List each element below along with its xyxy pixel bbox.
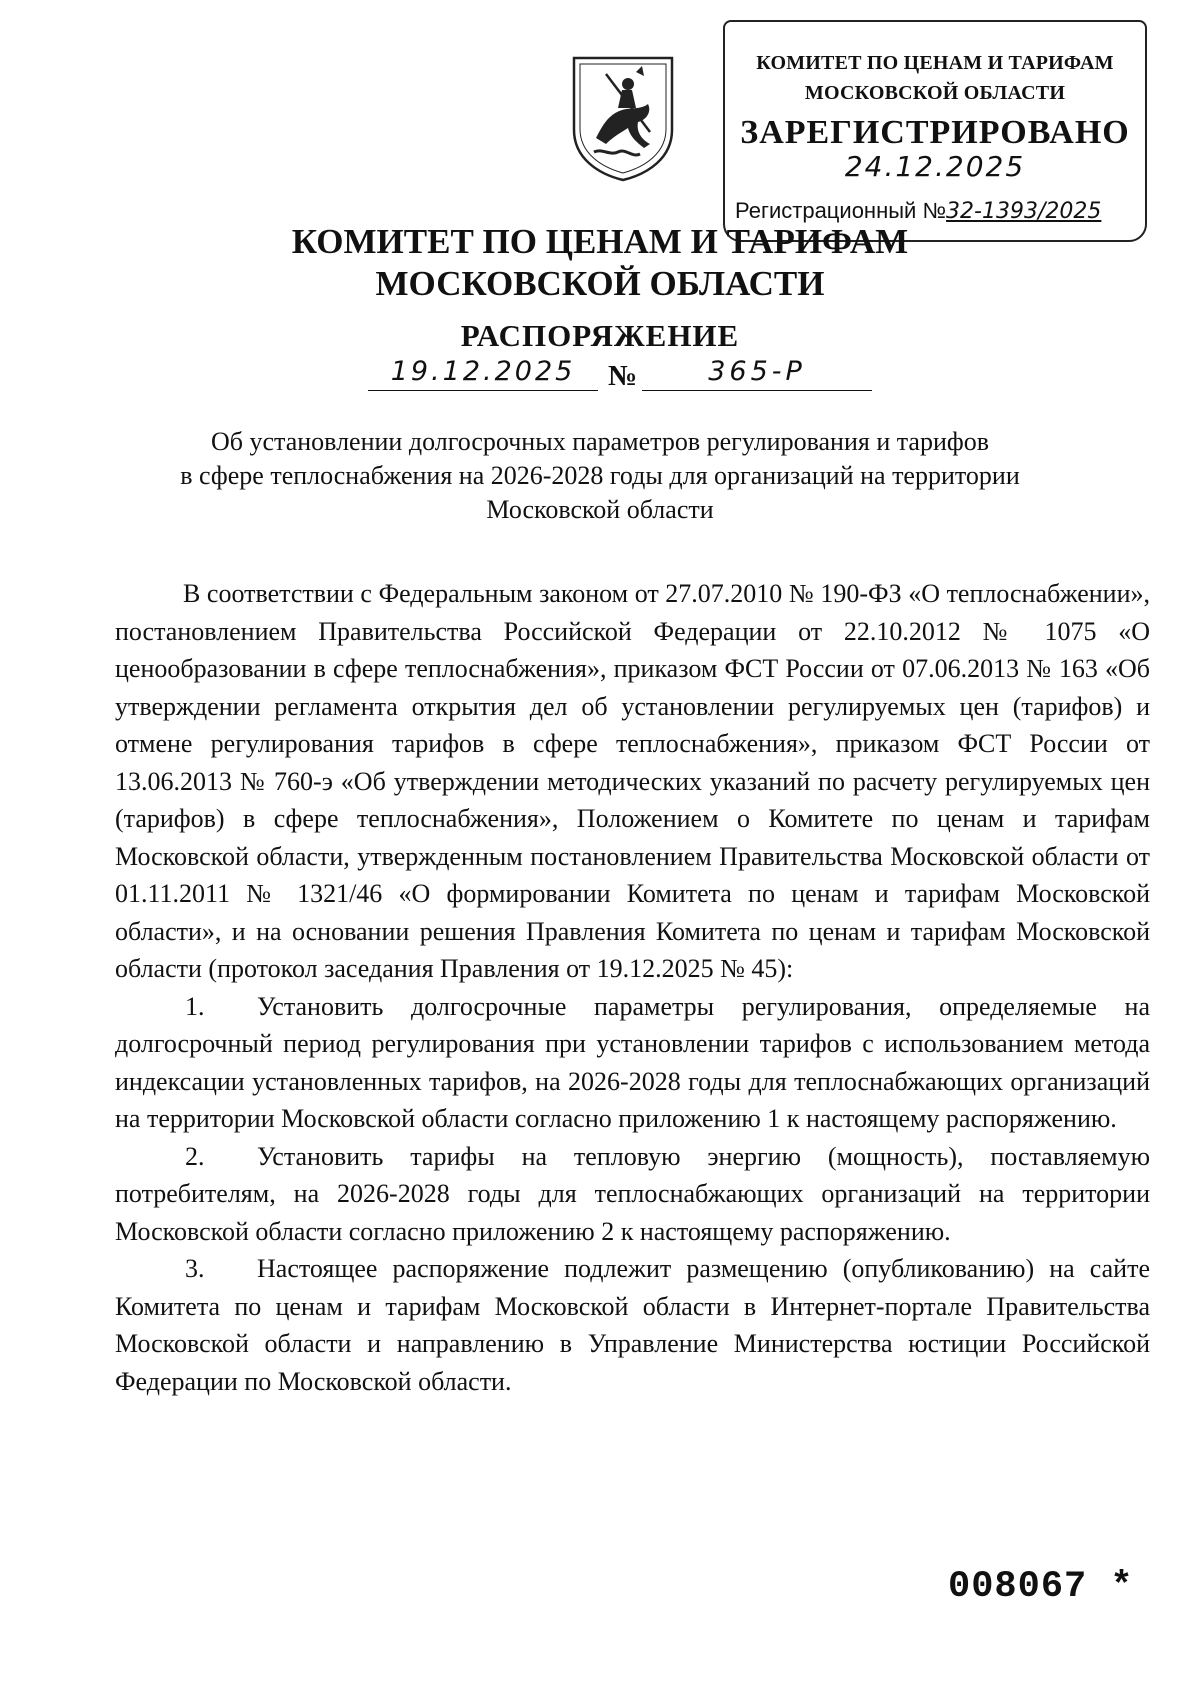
- item-text: Установить долгосрочные параметры регулирования, определяемые на долгосрочный период регулирования при установлении тарифов с использованием метода индексации установленных тарифов, на 2026-2028 годы для теплоснабжающих организаций на территории Московской области согласно приложению 1 к настоящему распоряжению.: [115, 991, 1150, 1133]
- stamp-status: ЗАРЕГИСТРИРОВАНО: [740, 114, 1130, 151]
- organization-title-line1: КОМИТЕТ ПО ЦЕНАМ И ТАРИФАМ: [291, 222, 909, 261]
- list-item: [115, 1250, 1150, 1400]
- date-number-row: [0, 356, 1200, 396]
- coat-of-arms-icon: [566, 52, 680, 182]
- stamp-registration-label: Регистрационный №: [735, 198, 947, 223]
- stamp-date: 24.12.2025: [844, 150, 1026, 183]
- item-text: Настоящее распоряжение подлежит размещению (опубликованию) на сайте Комитета по ценам и тарифам Московской области в Интернет-портале Правительства Московской области и направлению в Управление Министерства юстиции Российской Федерации по Московской области.: [115, 1254, 1150, 1396]
- item-number: 3.: [185, 1254, 205, 1283]
- document-subject: Об установлении долгосрочных параметров регулирования и тарифов в сфере теплоснабжения на 2026-2028 годы для организаций на территории Московской области: [180, 427, 1020, 524]
- stamp-organization: КОМИТЕТ ПО ЦЕНАМ И ТАРИФАМ МОСКОВСКОЙ ОБЛАСТИ: [756, 52, 1114, 104]
- item-number: 2.: [185, 1141, 205, 1171]
- stamp-registration-number: 32-1393/2025: [946, 199, 1102, 224]
- number-sign: №: [608, 360, 638, 392]
- item-number: 1.: [185, 991, 205, 1021]
- item-text: Установить тарифы на тепловую энергию (мощность), поставляемую потребителям, на 2026-2028 годы для теплоснабжающих организаций на территории Московской области согласно приложению 2 к настоящему распоряжению.: [115, 1141, 1150, 1246]
- preamble-paragraph: В соответствии с Федеральным законом от 27.07.2010 № 190-ФЗ «О теплоснабжении», постановлением Правительства Российской Федерации от 22.10.2012 № 1075 «О ценообразовании в сфере теплоснабжения», приказом ФСТ России от 07.06.2013 № 163 «Об утверждении регламента открытия дел об установлении регулируемых цен (тарифов) и отмене регулирования тарифов в сфере теплоснабжения», приказом ФСТ России от 13.06.2013 № 760-э «Об утверждении методических указаний по расчету регулируемых цен (тарифов) в сфере теплоснабжения», Положением о Комитете по ценам и тарифам Московской области, утвержденным постановлением Правительства Московской области от 01.11.2011 № 1321/46 «О формировании Комитета по ценам и тарифам Московской области», и на основании решения Правления Комитета по ценам и тарифам Московской области (протокол заседания Правления от 19.12.2025 № 45):: [115, 579, 1150, 983]
- registration-stamp: [723, 20, 1147, 242]
- document-number: 365-Р: [642, 356, 872, 391]
- organization-title-line2: МОСКОВСКОЙ ОБЛАСТИ: [375, 264, 825, 303]
- list-item: [115, 1138, 1150, 1251]
- serial-number: 008067 *: [948, 1566, 1134, 1608]
- list-item: [115, 988, 1150, 1138]
- document-type: РАСПОРЯЖЕНИЕ: [460, 318, 740, 353]
- document-date: 19.12.2025: [368, 356, 598, 391]
- document-body: [115, 575, 1150, 1400]
